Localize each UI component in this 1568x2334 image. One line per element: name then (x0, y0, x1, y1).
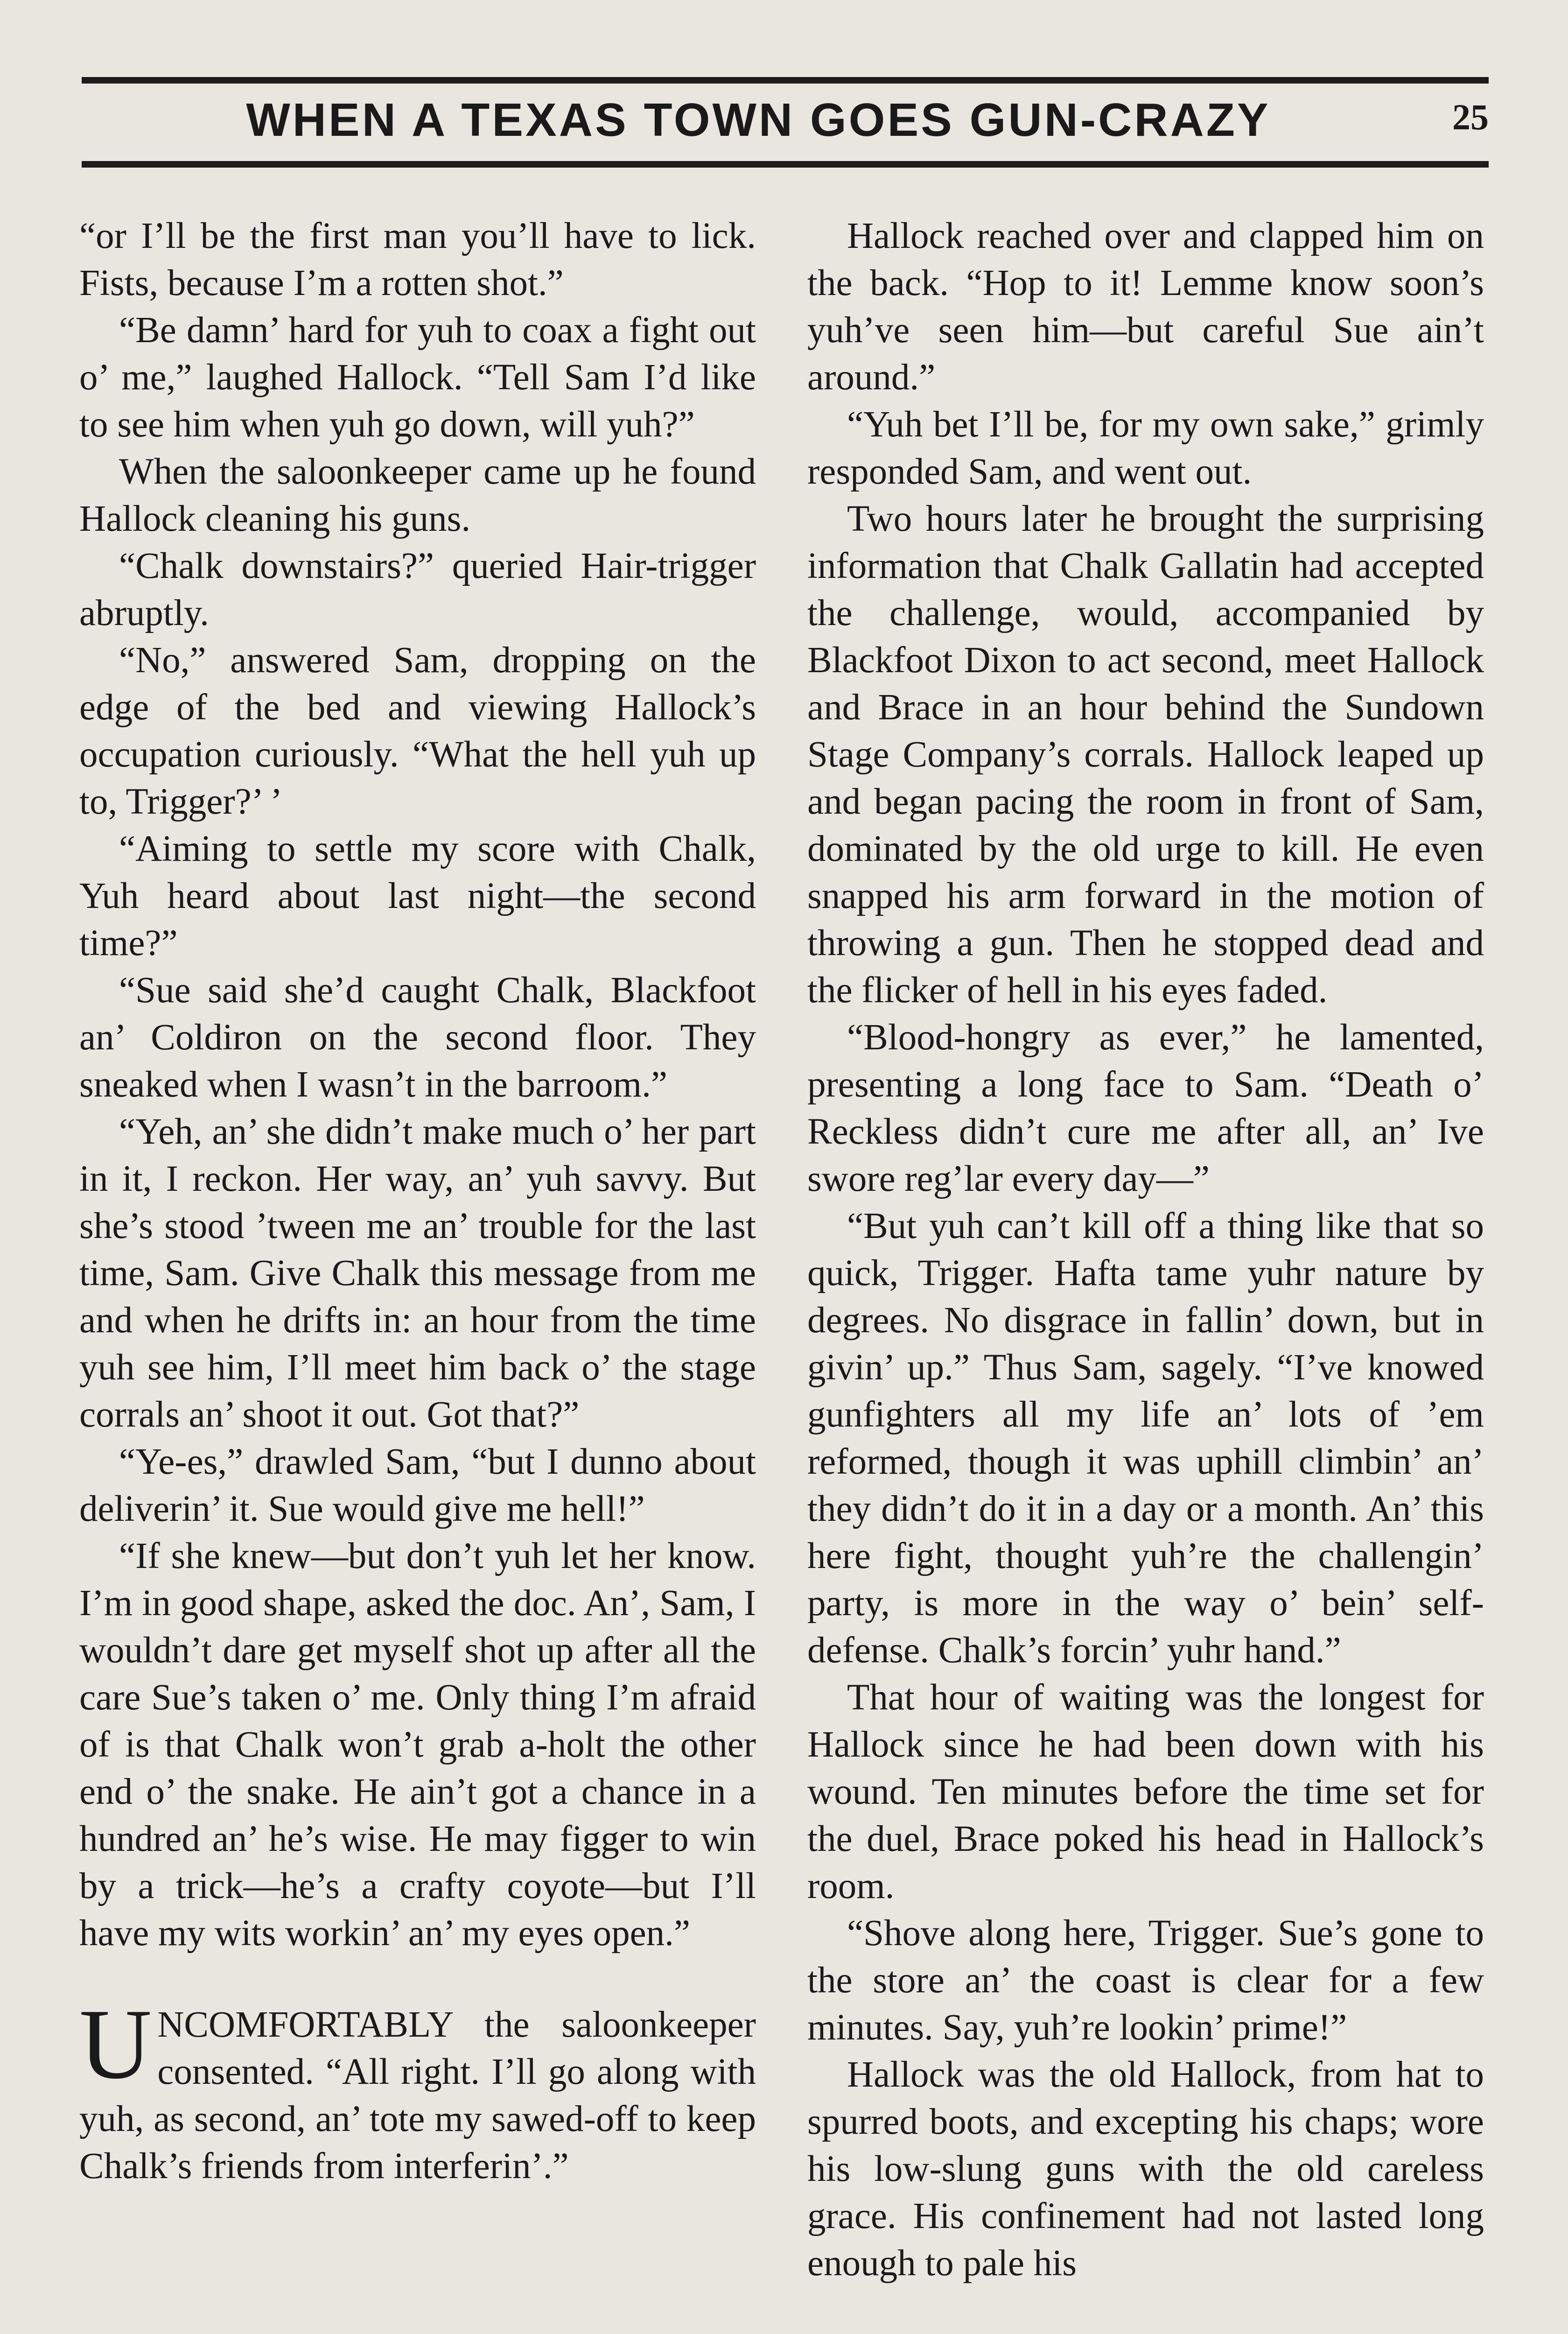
paragraph: “No,” answered Sam, dropping on the edge of the bed and viewing Hallock’s occupation curiously. “What the hell yuh up to, Trigger?’ ’ (79, 640, 756, 822)
paragraph: Two hours later he brought the surprising information that Chalk Gallatin had accepted the challenge, would, accompanied by Blackfoot Dixon to act second, meet Hallock and Brace in an hour behind the Sundown Stage Company’s corrals. Hallock leaped up and began pacing the room in front of Sam, dominated by the old urge to kill. He even snapped his arm forward in the motion of throwing a gun. Then he stopped dead and the flicker of hell in his eyes faded. (807, 499, 1484, 1011)
paragraph: “Yeh, an’ she didn’t make much o’ her part in it, I reckon. Her way, an’ yuh savvy. But she’s stood ’tween me an’ trouble for the last time, Sam. Give Chalk this message from me and when he drifts in: an hour from the time yuh see him, I’ll meet him back o’ the stage corrals an’ shoot it out. Got that?” (79, 1111, 756, 1435)
running-header-title: WHEN A TEXAS TOWN GOES GUN-CRAZY (246, 94, 1271, 146)
paragraph: Hallock was the old Hallock, from hat to spurred boots, and excepting his chaps; wore his low-slung guns with the old careless grace. His confinement had not lasted long enough to pale his (807, 2054, 1484, 2284)
paragraph: That hour of waiting was the longest for Hallock since he had been down with his wound. Ten minutes before the time set for the duel, Brace poked his head in Hallock’s room. (807, 1677, 1484, 1906)
header-bottom-rule (82, 161, 1489, 168)
paragraph: “Yuh bet I’ll be, for my own sake,” grimly responded Sam, and went out. (807, 404, 1484, 492)
drop-cap: U (79, 1988, 152, 2100)
paragraph: “Chalk downstairs?” queried Hair-trigger abruptly. (79, 546, 756, 633)
paragraph: When the saloonkeeper came up he found Hallock cleaning his guns. (79, 451, 756, 539)
section-opening-text: NCOMFORTABLY the saloonkeeper consented. “All right. I’ll go along with yuh, as second, an’ tote my sawed-off to keep Chalk’s friends from interferin’.” (79, 2004, 756, 2186)
paragraph: “But yuh can’t kill off a thing like that so quick, Trigger. Hafta tame yuhr nature by degrees. No disgrace in fallin’ down, but in givin’ up.” Thus Sam, sagely. “I’ve knowed gunfighters all my life an’ lots of ’em reformed, though it was uphill climbin’ an’ they didn’t do it in a day or a month. An’ this here fight, thought yuh’re the challengin’ party, is more in the way o’ bein’ self-defense. Chalk’s forcin’ yuhr hand.” (807, 1206, 1484, 1671)
paragraph: “If she knew—but don’t yuh let her know. I’m in good shape, asked the doc. An’, Sam, I wouldn’t dare get myself shot up after all the care Sue’s taken o’ me. Only thing I’m afraid of is that Chalk won’t grab a-holt the other end o’ the snake. He ain’t got a chance in a hundred an’ he’s wise. He may figger to win by a trick—he’s a crafty coyote—but I’ll have my wits workin’ an’ my eyes open.” (79, 1536, 756, 1954)
paragraph: “Aiming to settle my score with Chalk, Yuh heard about last night—the second time?” (79, 829, 756, 963)
paragraph: “Ye-es,” drawled Sam, “but I dunno about deliverin’ it. Sue would give me hell!” (79, 1441, 756, 1529)
paragraph: “Sue said she’d caught Chalk, Blackfoot an’ Coldiron on the second floor. They sneaked when I wasn’t in the barroom.” (79, 970, 756, 1105)
paragraph: “or I’ll be the first man you’ll have to lick. Fists, because I’m a rotten shot.” (79, 216, 756, 303)
section-opening-paragraph (79, 1988, 756, 2190)
paragraph: “Be damn’ hard for yuh to coax a fight out o’ me,” laughed Hallock. “Tell Sam I’d like to see him when yuh go down, will yuh?” (79, 310, 756, 445)
paragraph: “Shove along here, Trigger. Sue’s gone to the store an’ the coast is clear for a few minutes. Say, yuh’re lookin’ prime!” (807, 1913, 1484, 2048)
paragraph: Hallock reached over and clapped him on the back. “Hop to it! Lemme know soon’s yuh’ve seen him—but careful Sue ain’t around.” (807, 216, 1484, 398)
header-top-rule (82, 77, 1489, 84)
right-column (807, 212, 1484, 2287)
left-column (79, 212, 756, 2190)
paragraph: “Blood-hongry as ever,” he lamented, presenting a long face to Sam. “Death o’ Reckless didn’t cure me after all, an’ Ive swore reg’lar every day—” (807, 1017, 1484, 1199)
page-number: 25 (1452, 97, 1489, 137)
